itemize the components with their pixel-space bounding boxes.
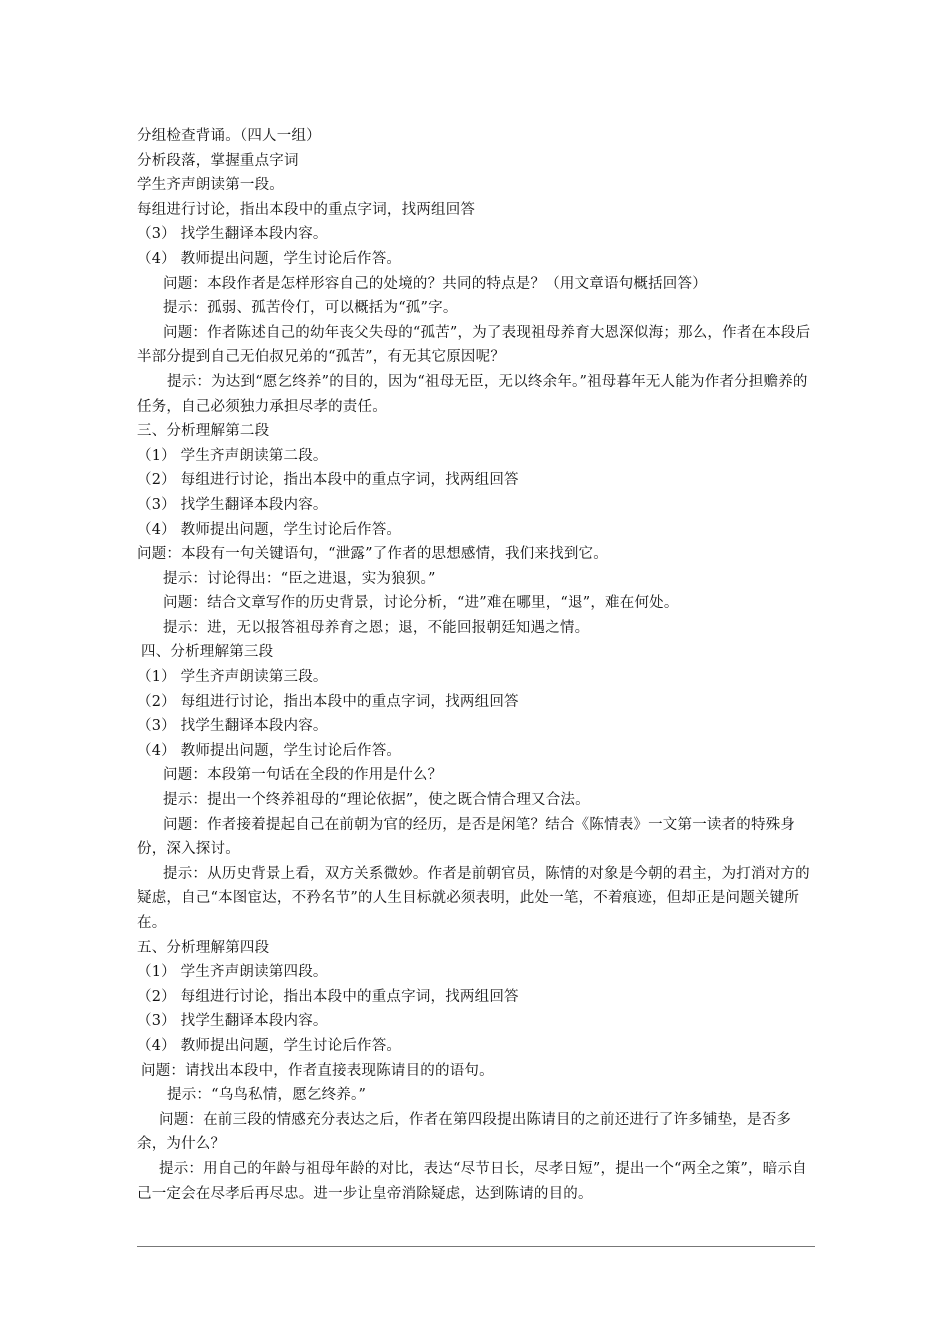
section-heading: 三、分析理解第二段 (137, 423, 270, 440)
list-item: （1） 学生齐声朗读第四段。 (137, 964, 328, 981)
hint: 提示：孤弱、孤苦伶仃，可以概括为“孤”字。 (163, 300, 458, 317)
text-line: 分析段落，掌握重点字词 (137, 152, 299, 169)
text-line: 分组检查背诵。（四人一组） (137, 128, 321, 144)
list-item: （3） 找学生翻译本段内容。 (137, 1013, 328, 1030)
question: 问题：作者接着提起自己在前朝为官的经历，是否是闲笔？结合《陈情表》一文第一读者的特殊身份，深入探讨。 (137, 816, 796, 858)
section-heading: 五、分析理解第四段 (137, 939, 270, 956)
hint: 提示：进，无以报答祖母养育之恩；退，不能回报朝廷知遇之情。 (163, 619, 590, 636)
document-body (137, 124, 815, 1206)
list-item: （3） 找学生翻译本段内容。 (137, 226, 328, 243)
list-item: （4） 教师提出问题，学生讨论后作答。 (137, 521, 402, 538)
list-item: （3） 找学生翻译本段内容。 (137, 718, 328, 735)
hint: 提示：提出一个终养祖母的“理论依据”，使之既合情合理又合法。 (163, 792, 590, 809)
list-item: （1） 学生齐声朗读第二段。 (137, 447, 328, 464)
question: 问题：本段第一句话在全段的作用是什么？ (163, 767, 443, 784)
hint: 提示：用自己的年龄与祖母年龄的对比，表达“尽节日长，尽孝日短”，提出一个“两全之策”，暗示自己一定会在尽孝后再尽忠。进一步让皇帝消除疑虑，达到陈请的目的。 (137, 1160, 807, 1202)
hint: 提示：讨论得出：“臣之进退，实为狼狈。” (163, 570, 436, 587)
list-item: （4） 教师提出问题，学生讨论后作答。 (137, 250, 402, 267)
list-item: （4） 教师提出问题，学生讨论后作答。 (137, 1037, 402, 1054)
hint: 提示：为达到“愿乞终养”的目的，因为“祖母无臣，无以终余年。”祖母暮年无人能为作者分担赡养的任务，自己必须独力承担尽孝的责任。 (137, 373, 808, 415)
question: 问题：本段作者是怎样形容自己的处境的？共同的特点是？（用文章语句概括回答） (163, 275, 707, 292)
question: 问题：结合文章写作的历史背景，讨论分析，“进”难在哪里，“退”，难在何处。 (163, 595, 679, 612)
question: 问题：本段有一句关键语句，“泄露”了作者的思想感情，我们来找到它。 (137, 546, 608, 563)
hint: 提示：“乌鸟私情，愿乞终养。” (167, 1087, 367, 1104)
question: 问题：作者陈述自己的幼年丧父失母的“孤苦”，为了表现祖母养育大恩深似海；那么，作者在本段后半部分提到自己无伯叔兄弟的“孤苦”，有无其它原因呢？ (137, 324, 811, 366)
hint: 提示：从历史背景上看，双方关系微妙。作者是前朝官员，陈情的对象是今朝的君主，为打消对方的疑虑，自己“本图宦达，不矜名节”的人生目标就必须表明，此处一笔，不着痕迹，但却正是问题关键所在。 (137, 865, 810, 931)
question: 问题：请找出本段中，作者直接表现陈请目的的语句。 (141, 1062, 494, 1079)
list-item: （3） 找学生翻译本段内容。 (137, 496, 328, 513)
list-item: （4） 教师提出问题，学生讨论后作答。 (137, 742, 402, 759)
list-item: （2） 每组进行讨论，指出本段中的重点字词，找两组回答 (137, 988, 519, 1005)
list-item: （1） 学生齐声朗读第三段。 (137, 669, 328, 686)
text-line: 每组进行讨论，指出本段中的重点字词，找两组回答 (137, 201, 476, 218)
section-heading: 四、分析理解第三段 (141, 644, 274, 661)
list-item: （2） 每组进行讨论，指出本段中的重点字词，找两组回答 (137, 472, 519, 489)
text-line: 学生齐声朗读第一段。 (137, 177, 284, 194)
question: 问题：在前三段的情感充分表达之后，作者在第四段提出陈请目的之前还进行了许多铺垫，是否多余，为什么？ (137, 1111, 792, 1153)
list-item: （2） 每组进行讨论，指出本段中的重点字词，找两组回答 (137, 693, 519, 710)
footer-divider (137, 1246, 815, 1247)
